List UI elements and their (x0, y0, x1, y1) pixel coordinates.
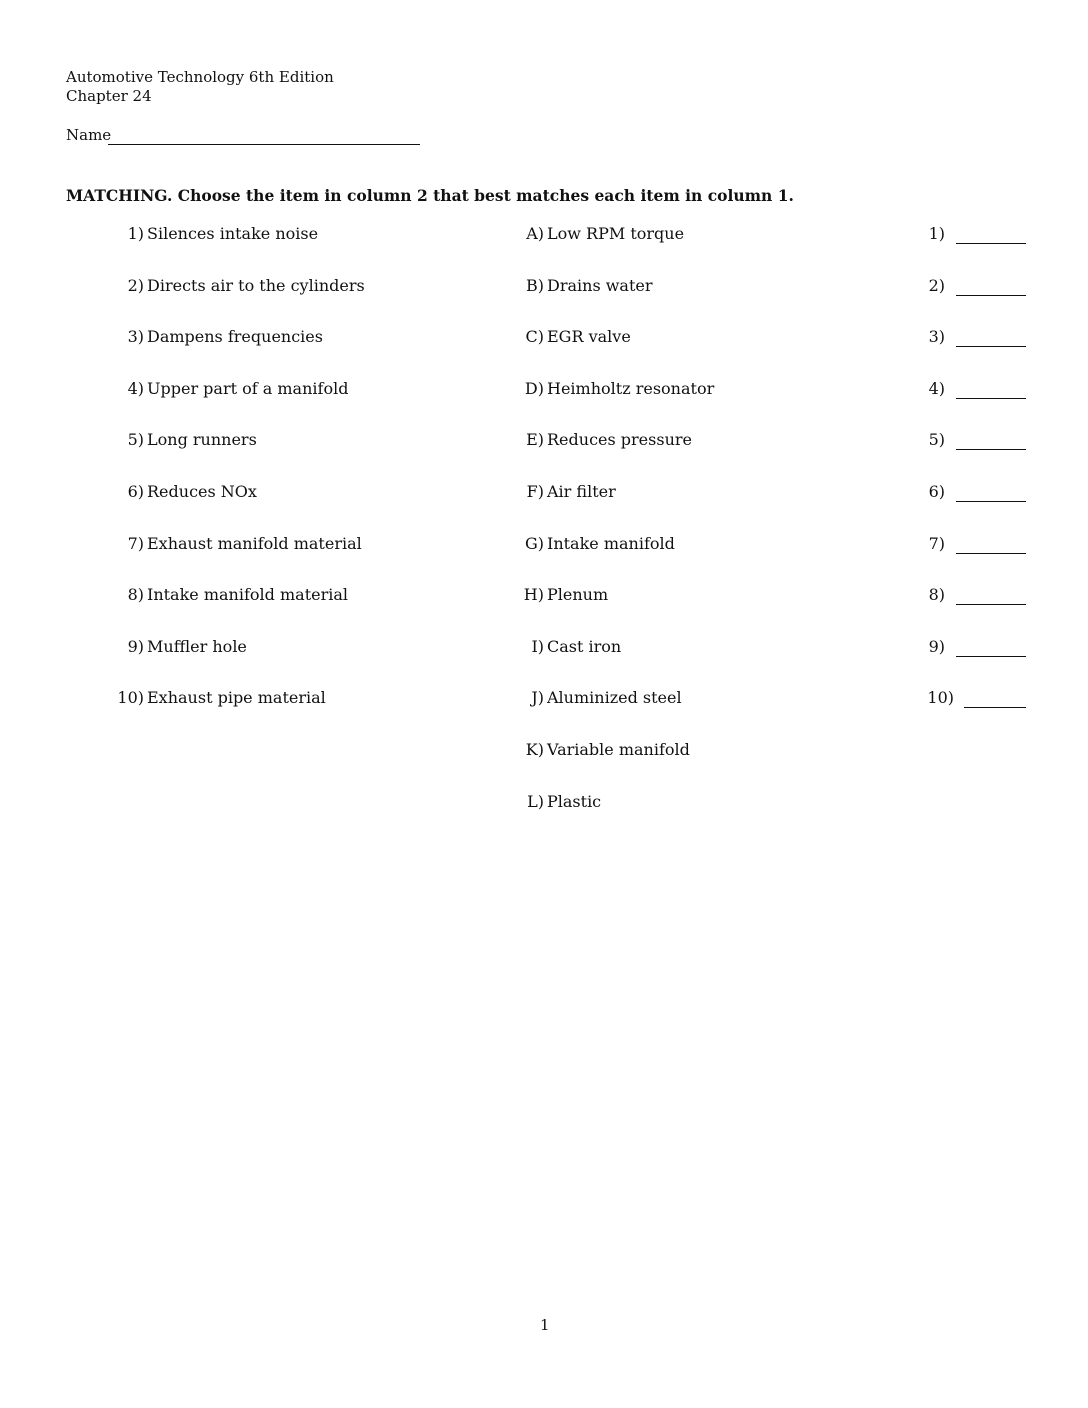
column-1-item-number: 3) (127, 327, 144, 347)
answer-number: 8) (928, 585, 945, 605)
column-2-item: Heimholtz resonator (547, 378, 715, 398)
column-2-item-letter: H) (523, 585, 544, 605)
column-2-item: Plastic (547, 791, 602, 811)
instructions: MATCHING. Choose the item in column 2 that best matches each item in column 1. (66, 186, 794, 205)
column-1-item: Exhaust manifold material (147, 533, 362, 553)
column-2-item: Drains water (547, 275, 653, 295)
answer-number: 5) (928, 430, 945, 450)
name-label: Name (66, 126, 112, 144)
answer-blank[interactable] (956, 449, 1026, 450)
answer-number: 1) (928, 224, 945, 243)
column-2-item: Cast iron (547, 636, 622, 656)
answer-blank[interactable] (956, 604, 1026, 605)
answer-blank[interactable] (956, 656, 1026, 657)
column-1-item: Exhaust pipe material (147, 688, 326, 708)
answer-number: 4) (928, 378, 945, 398)
column-2-item-letter: G) (524, 533, 544, 553)
column-1-item: Reduces NOx (147, 482, 257, 501)
answer-blank[interactable] (956, 501, 1026, 502)
column-1-item-number: 7) (127, 533, 144, 553)
answer-blank[interactable] (956, 346, 1026, 347)
answer-number: 10) (927, 688, 954, 708)
column-1-item: Silences intake noise (147, 224, 319, 243)
column-2-item-letter: F) (526, 482, 544, 501)
column-2-item: Low RPM torque (547, 224, 685, 243)
column-1-item-number: 5) (127, 430, 144, 450)
answer-number: 6) (928, 482, 945, 501)
document-title: Automotive Technology 6th Edition (66, 68, 334, 86)
answer-number: 2) (928, 275, 945, 295)
column-1-item: Directs air to the cylinders (147, 275, 365, 295)
name-field[interactable] (108, 144, 420, 145)
column-2-item-letter: B) (526, 275, 544, 295)
answer-blank[interactable] (956, 243, 1026, 244)
column-2-item-letter: J) (531, 688, 544, 708)
column-2-item-letter: K) (525, 740, 544, 759)
column-2-item: EGR valve (547, 327, 631, 347)
column-2-item: Plenum (547, 585, 609, 605)
column-2-item: Reduces pressure (547, 430, 692, 450)
column-2-item-letter: E) (526, 430, 544, 450)
answer-blank[interactable] (956, 295, 1026, 296)
page-number: 1 (540, 1316, 550, 1334)
chapter-label: Chapter 24 (66, 87, 152, 105)
column-1-item-number: 4) (127, 378, 144, 398)
answer-blank[interactable] (956, 553, 1026, 554)
column-1-item: Dampens frequencies (147, 327, 323, 347)
column-2-item-letter: A) (526, 224, 544, 243)
column-2-item: Air filter (547, 482, 616, 501)
column-2-item: Aluminized steel (547, 688, 682, 708)
column-2-item-letter: C) (525, 327, 544, 347)
column-1-item-number: 10) (117, 688, 144, 708)
column-1-item: Muffler hole (147, 636, 247, 656)
column-1-item-number: 1) (127, 224, 144, 243)
column-2-item-letter: D) (524, 378, 544, 398)
answer-number: 3) (928, 327, 945, 347)
column-1-item-number: 6) (127, 482, 144, 501)
answer-number: 7) (928, 533, 945, 553)
column-2-item: Intake manifold (547, 533, 675, 553)
column-1-item: Long runners (147, 430, 257, 450)
answer-blank[interactable] (956, 398, 1026, 399)
column-1-item: Intake manifold material (147, 585, 349, 605)
column-1-item-number: 8) (127, 585, 144, 605)
answer-number: 9) (928, 636, 945, 656)
answer-blank[interactable] (964, 707, 1026, 708)
column-1-item: Upper part of a manifold (147, 378, 349, 398)
column-2-item-letter: L) (527, 791, 544, 811)
column-1-item-number: 2) (127, 275, 144, 295)
column-2-item-letter: I) (531, 636, 544, 656)
column-1-item-number: 9) (127, 636, 144, 656)
column-2-item: Variable manifold (547, 740, 690, 759)
